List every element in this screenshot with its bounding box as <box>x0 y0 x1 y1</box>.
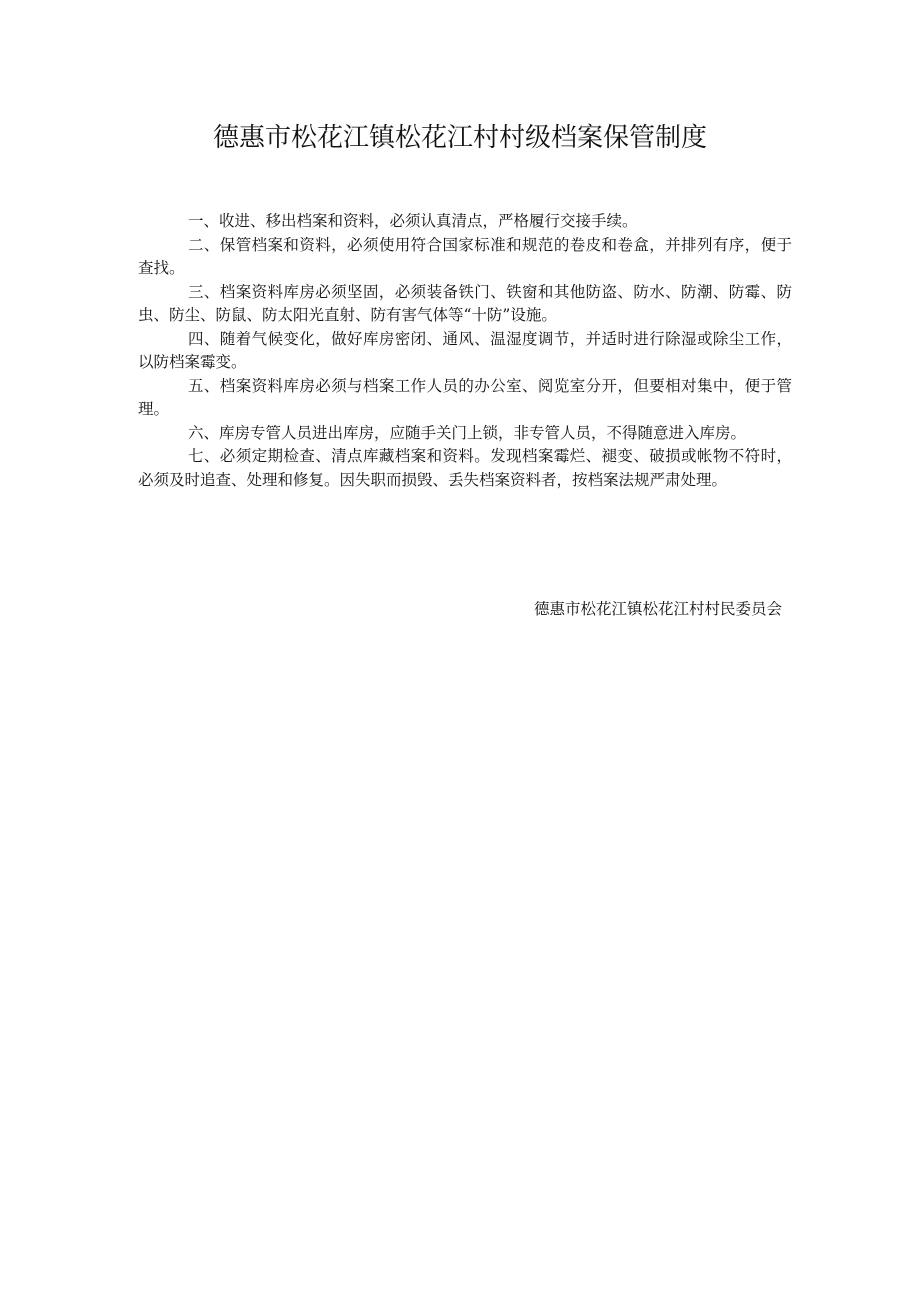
document-title: 德惠市松花江镇松花江村村级档案保管制度 <box>212 123 707 153</box>
rule-paragraph-7: 七、必须定期检查、清点库藏档案和资料。发现档案霉烂、褪变、破损或帐物不符时，必须及时追查、处理和修复。因失职而损毁、丢失档案资料者，按档案法规严肃处理。 <box>138 447 792 489</box>
rule-paragraph-6: 六、库房专管人员进出库房，应随手关门上锁，非专管人员，不得随意进入库房。 <box>188 423 747 442</box>
rule-paragraph-1: 一、收进、移出档案和资料，必须认真清点，严格履行交接手续。 <box>188 212 638 230</box>
document-body <box>138 210 792 492</box>
issuer-signature: 德惠市松花江镇松花江村村民委员会 <box>533 600 782 618</box>
rule-paragraph-4: 四、随着气候变化，做好库房密闭、通风、温湿度调节，并适时进行除湿或除尘工作，以防档案霉变。 <box>138 329 792 371</box>
rule-paragraph-5: 五、档案资料库房必须与档案工作人员的办公室、阅览室分开，但要相对集中，便于管理。 <box>138 376 792 418</box>
rule-paragraph-2: 二、保管档案和资料，必须使用符合国家标准和规范的卷皮和卷盒，并排列有序，便于查找。 <box>138 235 792 277</box>
rule-paragraph-3: 三、档案资料库房必须坚固，必须装备铁门、铁窗和其他防盗、防水、防潮、防霉、防虫、防尘、防鼠、防太阳光直射、防有害气体等“十防”设施。 <box>138 282 792 324</box>
